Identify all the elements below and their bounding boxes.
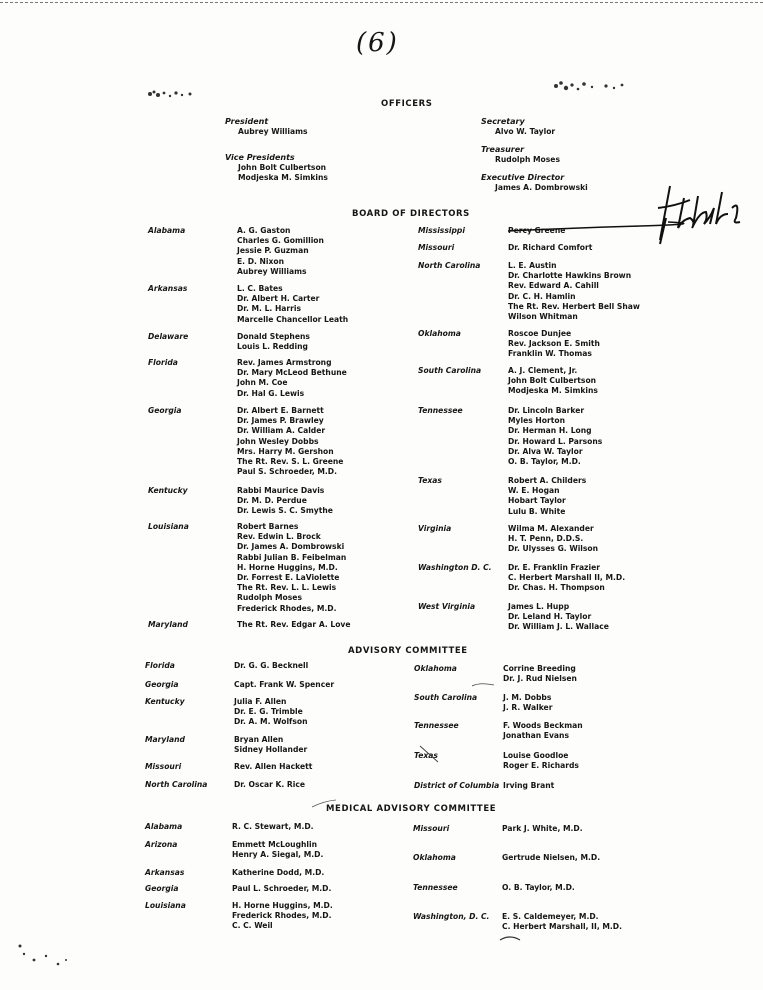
state-label: Oklahoma: [413, 853, 456, 862]
state-label: Louisiana: [148, 522, 189, 531]
member-name: Lulu B. White: [508, 506, 566, 516]
state-label: Alabama: [148, 226, 186, 235]
state-label: North Carolina: [418, 261, 481, 270]
member-name: Roscoe Dunjee: [508, 329, 572, 338]
state-label: Arizona: [145, 840, 178, 849]
member-name: James L. Hupp: [508, 602, 570, 611]
member-name: The Rt. Rev. Edgar A. Love: [237, 620, 351, 629]
member-name: Rev. James Armstrong: [237, 358, 332, 367]
member-name: E. S. Caldemeyer, M.D.: [502, 912, 599, 921]
member-name: Park J. White, M.D.: [502, 824, 583, 833]
member-name: Robert A. Childers: [508, 476, 587, 485]
member-name: Jessie P. Guzman: [237, 246, 309, 256]
member-name: Katherine Dodd, M.D.: [232, 868, 325, 877]
state-label: Georgia: [145, 884, 179, 893]
state-label: Louisiana: [145, 901, 186, 910]
treasurer-label: Treasurer: [481, 145, 525, 154]
member-name: Dr. Lewis S. C. Smythe: [237, 506, 333, 516]
member-name: Dr. Forrest E. LaViolette: [237, 573, 340, 582]
member-name: Roger E. Richards: [503, 761, 579, 771]
state-label: Maryland: [148, 620, 188, 629]
member-name: Dr. Leland H. Taylor: [508, 612, 592, 622]
member-name: Gertrude Nielsen, M.D.: [502, 853, 601, 862]
member-name: L. E. Austin: [508, 261, 557, 270]
member-name: Louis L. Redding: [237, 342, 308, 352]
state-label: South Carolina: [414, 693, 478, 702]
member-name: Frederick Rhodes, M.D.: [237, 603, 337, 613]
scan-smudge-right: [548, 76, 638, 98]
member-name: Dr. Lincoln Barker: [508, 406, 585, 415]
member-name: H. Horne Huggins, M.D.: [232, 901, 333, 910]
member-name: The Rt. Rev. Herbert Bell Shaw: [508, 301, 640, 311]
member-name: The Rt. Rev. S. L. Greene: [237, 457, 344, 466]
state-label: Tennessee: [418, 406, 463, 415]
member-name: C. Herbert Marshall II, M.D.: [508, 573, 626, 583]
member-name: Dr. M. L. Harris: [237, 304, 302, 314]
member-name: Dr. William A. Calder: [237, 426, 326, 436]
advisory-title: ADVISORY COMMITTEE: [348, 646, 468, 656]
member-name: Dr. Chas. H. Thompson: [508, 583, 605, 593]
member-name: Dr. E. Franklin Frazier: [508, 563, 600, 572]
state-label: Texas: [418, 476, 442, 485]
member-name: Marcelle Chancellor Leath: [237, 314, 349, 324]
member-name: Dr. A. M. Wolfson: [234, 717, 308, 727]
member-name: Corrine Breeding: [503, 664, 576, 673]
treasurer-name: Rudolph Moses: [495, 155, 560, 164]
member-name: Rev. Allen Hackett: [234, 762, 313, 771]
scan-mark: [310, 798, 340, 810]
member-name: Dr. Albert H. Carter: [237, 294, 320, 304]
member-name: Paul S. Schroeder, M.D.: [237, 467, 337, 477]
member-name: Robert Barnes: [237, 522, 299, 531]
scan-mark: [470, 680, 500, 690]
member-name: Julia F. Allen: [234, 697, 287, 706]
state-label: Florida: [148, 358, 178, 367]
member-name: Dr. Albert E. Barnett: [237, 406, 324, 415]
member-name: Dr. M. D. Perdue: [237, 496, 307, 506]
member-name: Louise Goodloe: [503, 751, 569, 760]
member-name: J. R. Walker: [503, 703, 553, 713]
member-name: Capt. Frank W. Spencer: [234, 680, 335, 689]
state-label: Oklahoma: [414, 664, 457, 673]
state-label: Kentucky: [145, 697, 185, 706]
state-label: Georgia: [148, 406, 182, 415]
member-name: Dr. Mary McLeod Bethune: [237, 368, 347, 378]
executive-director-name: James A. Dombrowski: [495, 183, 588, 192]
member-name: O. B. Taylor, M.D.: [508, 457, 581, 466]
member-name: Hobart Taylor: [508, 496, 566, 506]
member-name: Emmett McLoughlin: [232, 840, 318, 849]
state-label: Missouri: [418, 243, 455, 252]
state-label: Missouri: [413, 824, 450, 833]
member-name: H. T. Penn, D.D.S.: [508, 534, 584, 544]
member-name: Dr. Hal G. Lewis: [237, 388, 305, 398]
member-name: Dr. James P. Brawley: [237, 416, 324, 426]
member-name: Dr. Ulysses G. Wilson: [508, 544, 599, 554]
state-label: Maryland: [145, 735, 185, 744]
member-name: Dr. E. G. Trimble: [234, 707, 303, 717]
member-name: W. E. Hogan: [508, 486, 560, 496]
member-name: John M. Coe: [237, 378, 288, 388]
board-title: BOARD OF DIRECTORS: [352, 209, 470, 219]
member-name: Dr. C. H. Hamlin: [508, 291, 576, 301]
member-name: Dr. Herman H. Long: [508, 426, 592, 436]
state-label: South Carolina: [418, 366, 482, 375]
state-label: Washington, D. C.: [413, 912, 490, 921]
state-label: Alabama: [145, 822, 183, 831]
state-label: West Virginia: [418, 602, 476, 611]
state-label: Virginia: [418, 524, 452, 533]
member-name: Modjeska M. Simkins: [508, 386, 598, 396]
member-name: Dr. Charlotte Hawkins Brown: [508, 271, 632, 281]
member-name: R. C. Stewart, M.D.: [232, 822, 314, 831]
state-label: Texas: [414, 751, 438, 760]
vice-president-name: John Bolt Culbertson: [238, 163, 327, 172]
executive-director-label: Executive Director: [481, 173, 565, 182]
member-name: Rev. Edward A. Cahill: [508, 281, 599, 291]
member-name: Rev. Jackson E. Smith: [508, 339, 600, 349]
state-label: Oklahoma: [418, 329, 461, 338]
medical-title: MEDICAL ADVISORY COMMITTEE: [326, 804, 497, 814]
member-name: Frederick Rhodes, M.D.: [232, 911, 332, 921]
member-name: Sidney Hollander: [234, 745, 308, 755]
member-name: Wilma M. Alexander: [508, 524, 594, 533]
state-label: Washington D. C.: [418, 563, 492, 572]
member-name: Dr. Howard L. Parsons: [508, 436, 603, 446]
member-name: Dr. Alva W. Taylor: [508, 446, 583, 456]
member-name: Aubrey Williams: [237, 266, 307, 276]
member-name: Dr. Oscar K. Rice: [234, 780, 305, 789]
secretary-label: Secretary: [481, 117, 525, 126]
member-name: Myles Horton: [508, 416, 565, 426]
state-label: Arkansas: [145, 868, 185, 877]
member-name: Dr. G. G. Becknell: [234, 661, 309, 670]
state-label: Tennessee: [414, 721, 459, 730]
member-name: Irving Brant: [503, 781, 555, 790]
member-name: Percy Greene: [508, 226, 566, 235]
top-edge-line: [0, 2, 763, 3]
page-number-mark: (6): [356, 28, 399, 58]
state-label: Georgia: [145, 680, 179, 689]
scan-mark: [416, 744, 446, 766]
member-name: H. Horne Huggins, M.D.: [237, 562, 338, 572]
state-label: Florida: [145, 661, 175, 670]
member-name: A. J. Clement, Jr.: [508, 366, 578, 375]
member-name: F. Woods Beckman: [503, 721, 583, 730]
member-name: The Rt. Rev. L. L. Lewis: [237, 583, 337, 593]
vice-president-name: Modjeska M. Simkins: [238, 173, 328, 182]
member-name: Charles G. Gomillion: [237, 236, 324, 246]
member-name: E. D. Nixon: [237, 256, 285, 266]
state-label: Arkansas: [148, 284, 188, 293]
scan-smudge-left: [140, 84, 200, 104]
state-label: Delaware: [148, 332, 189, 341]
scan-mark: [496, 932, 526, 944]
state-label: Kentucky: [148, 486, 188, 495]
state-label: Missouri: [145, 762, 182, 771]
member-name: Bryan Allen: [234, 735, 284, 744]
member-name: Rudolph Moses: [237, 593, 302, 603]
member-name: L. C. Bates: [237, 284, 283, 293]
member-name: Mrs. Harry M. Gershon: [237, 446, 334, 456]
member-name: John Wesley Dobbs: [237, 436, 319, 446]
member-name: Jonathan Evans: [503, 731, 569, 741]
state-label: North Carolina: [145, 780, 208, 789]
member-name: Rev. Edwin L. Brock: [237, 532, 321, 542]
member-name: John Bolt Culbertson: [508, 376, 597, 386]
member-name: J. M. Dobbs: [503, 693, 552, 702]
scan-smudge-bottom: [10, 938, 80, 974]
member-name: Paul L. Schroeder, M.D.: [232, 884, 332, 893]
state-label: Tennessee: [413, 883, 458, 892]
member-name: C. Herbert Marshall, II, M.D.: [502, 922, 622, 932]
officers-title: OFFICERS: [381, 99, 433, 109]
vice-presidents-label: Vice Presidents: [225, 153, 295, 162]
member-name: Dr. William J. L. Wallace: [508, 622, 609, 632]
member-name: Rabbi Maurice Davis: [237, 486, 325, 495]
member-name: C. C. Weil: [232, 921, 273, 931]
member-name: Dr. Richard Comfort: [508, 243, 593, 252]
member-name: Donald Stephens: [237, 332, 310, 341]
secretary-name: Alvo W. Taylor: [495, 127, 556, 136]
member-name: Dr. J. Rud Nielsen: [503, 674, 577, 684]
member-name: Henry A. Siegal, M.D.: [232, 850, 324, 860]
state-label: Mississippi: [418, 226, 465, 235]
handwritten-annotation-hinds: [500, 178, 752, 248]
member-name: A. G. Gaston: [237, 226, 291, 235]
member-name: Dr. James A. Dombrowski: [237, 542, 345, 552]
president-name: Aubrey Williams: [238, 127, 308, 136]
member-name: Wilson Whitman: [508, 312, 578, 321]
member-name: Franklin W. Thomas: [508, 349, 592, 359]
state-label: District of Columbia: [414, 781, 500, 790]
member-name: Rabbi Julian B. Feibelman: [237, 552, 347, 562]
member-name: O. B. Taylor, M.D.: [502, 883, 575, 892]
president-label: President: [225, 117, 269, 126]
